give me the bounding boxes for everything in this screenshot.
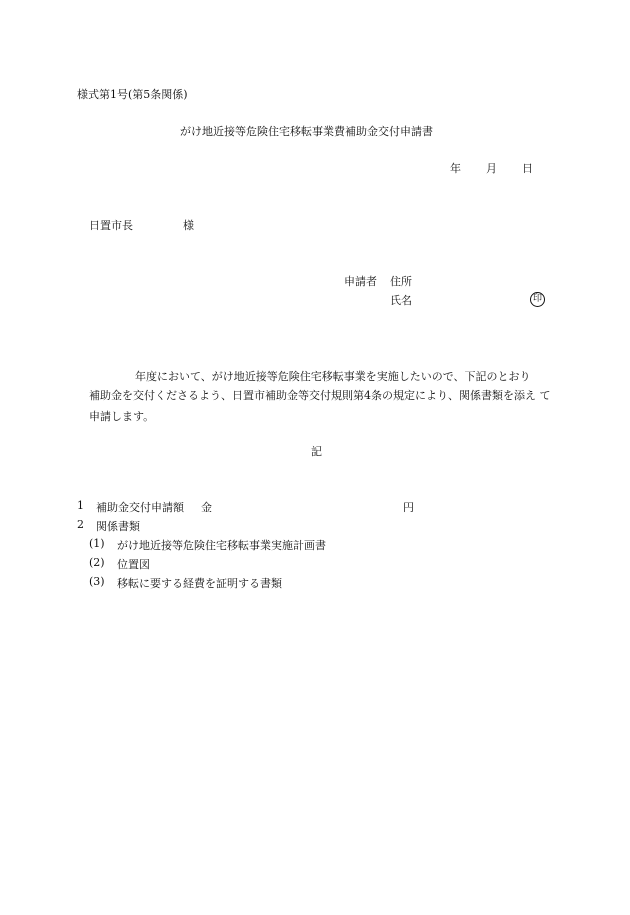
sub-item-number: (3) bbox=[89, 575, 105, 588]
note-heading: 記 bbox=[311, 445, 322, 458]
sub-item-number: (1) bbox=[89, 537, 105, 550]
sub-item-label: がけ地近接等危険住宅移転事業実施計画書 bbox=[117, 539, 326, 552]
addressee-name: 日置市長 bbox=[89, 219, 133, 232]
item2-label: 関係書類 bbox=[96, 520, 140, 533]
sub-item-number: (2) bbox=[89, 556, 105, 569]
date-year-label: 年 bbox=[450, 162, 461, 175]
item1-unit: 円 bbox=[403, 501, 414, 514]
applicant-address-label: 住所 bbox=[390, 275, 412, 288]
item1-prefix: 金 bbox=[201, 501, 212, 514]
applicant-name-label: 氏名 bbox=[390, 294, 412, 307]
sub-item-label: 位置図 bbox=[117, 558, 150, 571]
applicant-label: 申請者 bbox=[344, 275, 377, 288]
item1-number: 1 bbox=[77, 499, 84, 512]
addressee-honorific: 様 bbox=[183, 219, 194, 232]
body-first-line: 年度において、がけ地近接等危険住宅移転事業を実施したいので、下記のとおり bbox=[135, 370, 531, 383]
body-paragraph: 補助金を交付くださるよう、日置市補助金等交付規則第4条の規定により、関係書類を添え て申請します。 bbox=[89, 389, 551, 423]
document-title: がけ地近接等危険住宅移転事業費補助金交付申請書 bbox=[180, 125, 433, 138]
date-month-label: 月 bbox=[486, 162, 497, 175]
item2-number: 2 bbox=[77, 518, 84, 531]
date-day-label: 日 bbox=[522, 162, 533, 175]
form-label: 様式第1号(第5条関係) bbox=[77, 88, 188, 101]
seal-icon: 印 bbox=[530, 292, 545, 307]
sub-item-label: 移転に要する経費を証明する書類 bbox=[117, 577, 282, 590]
seal-mark bbox=[530, 291, 545, 307]
item1-label: 補助金交付申請額 bbox=[96, 501, 184, 514]
